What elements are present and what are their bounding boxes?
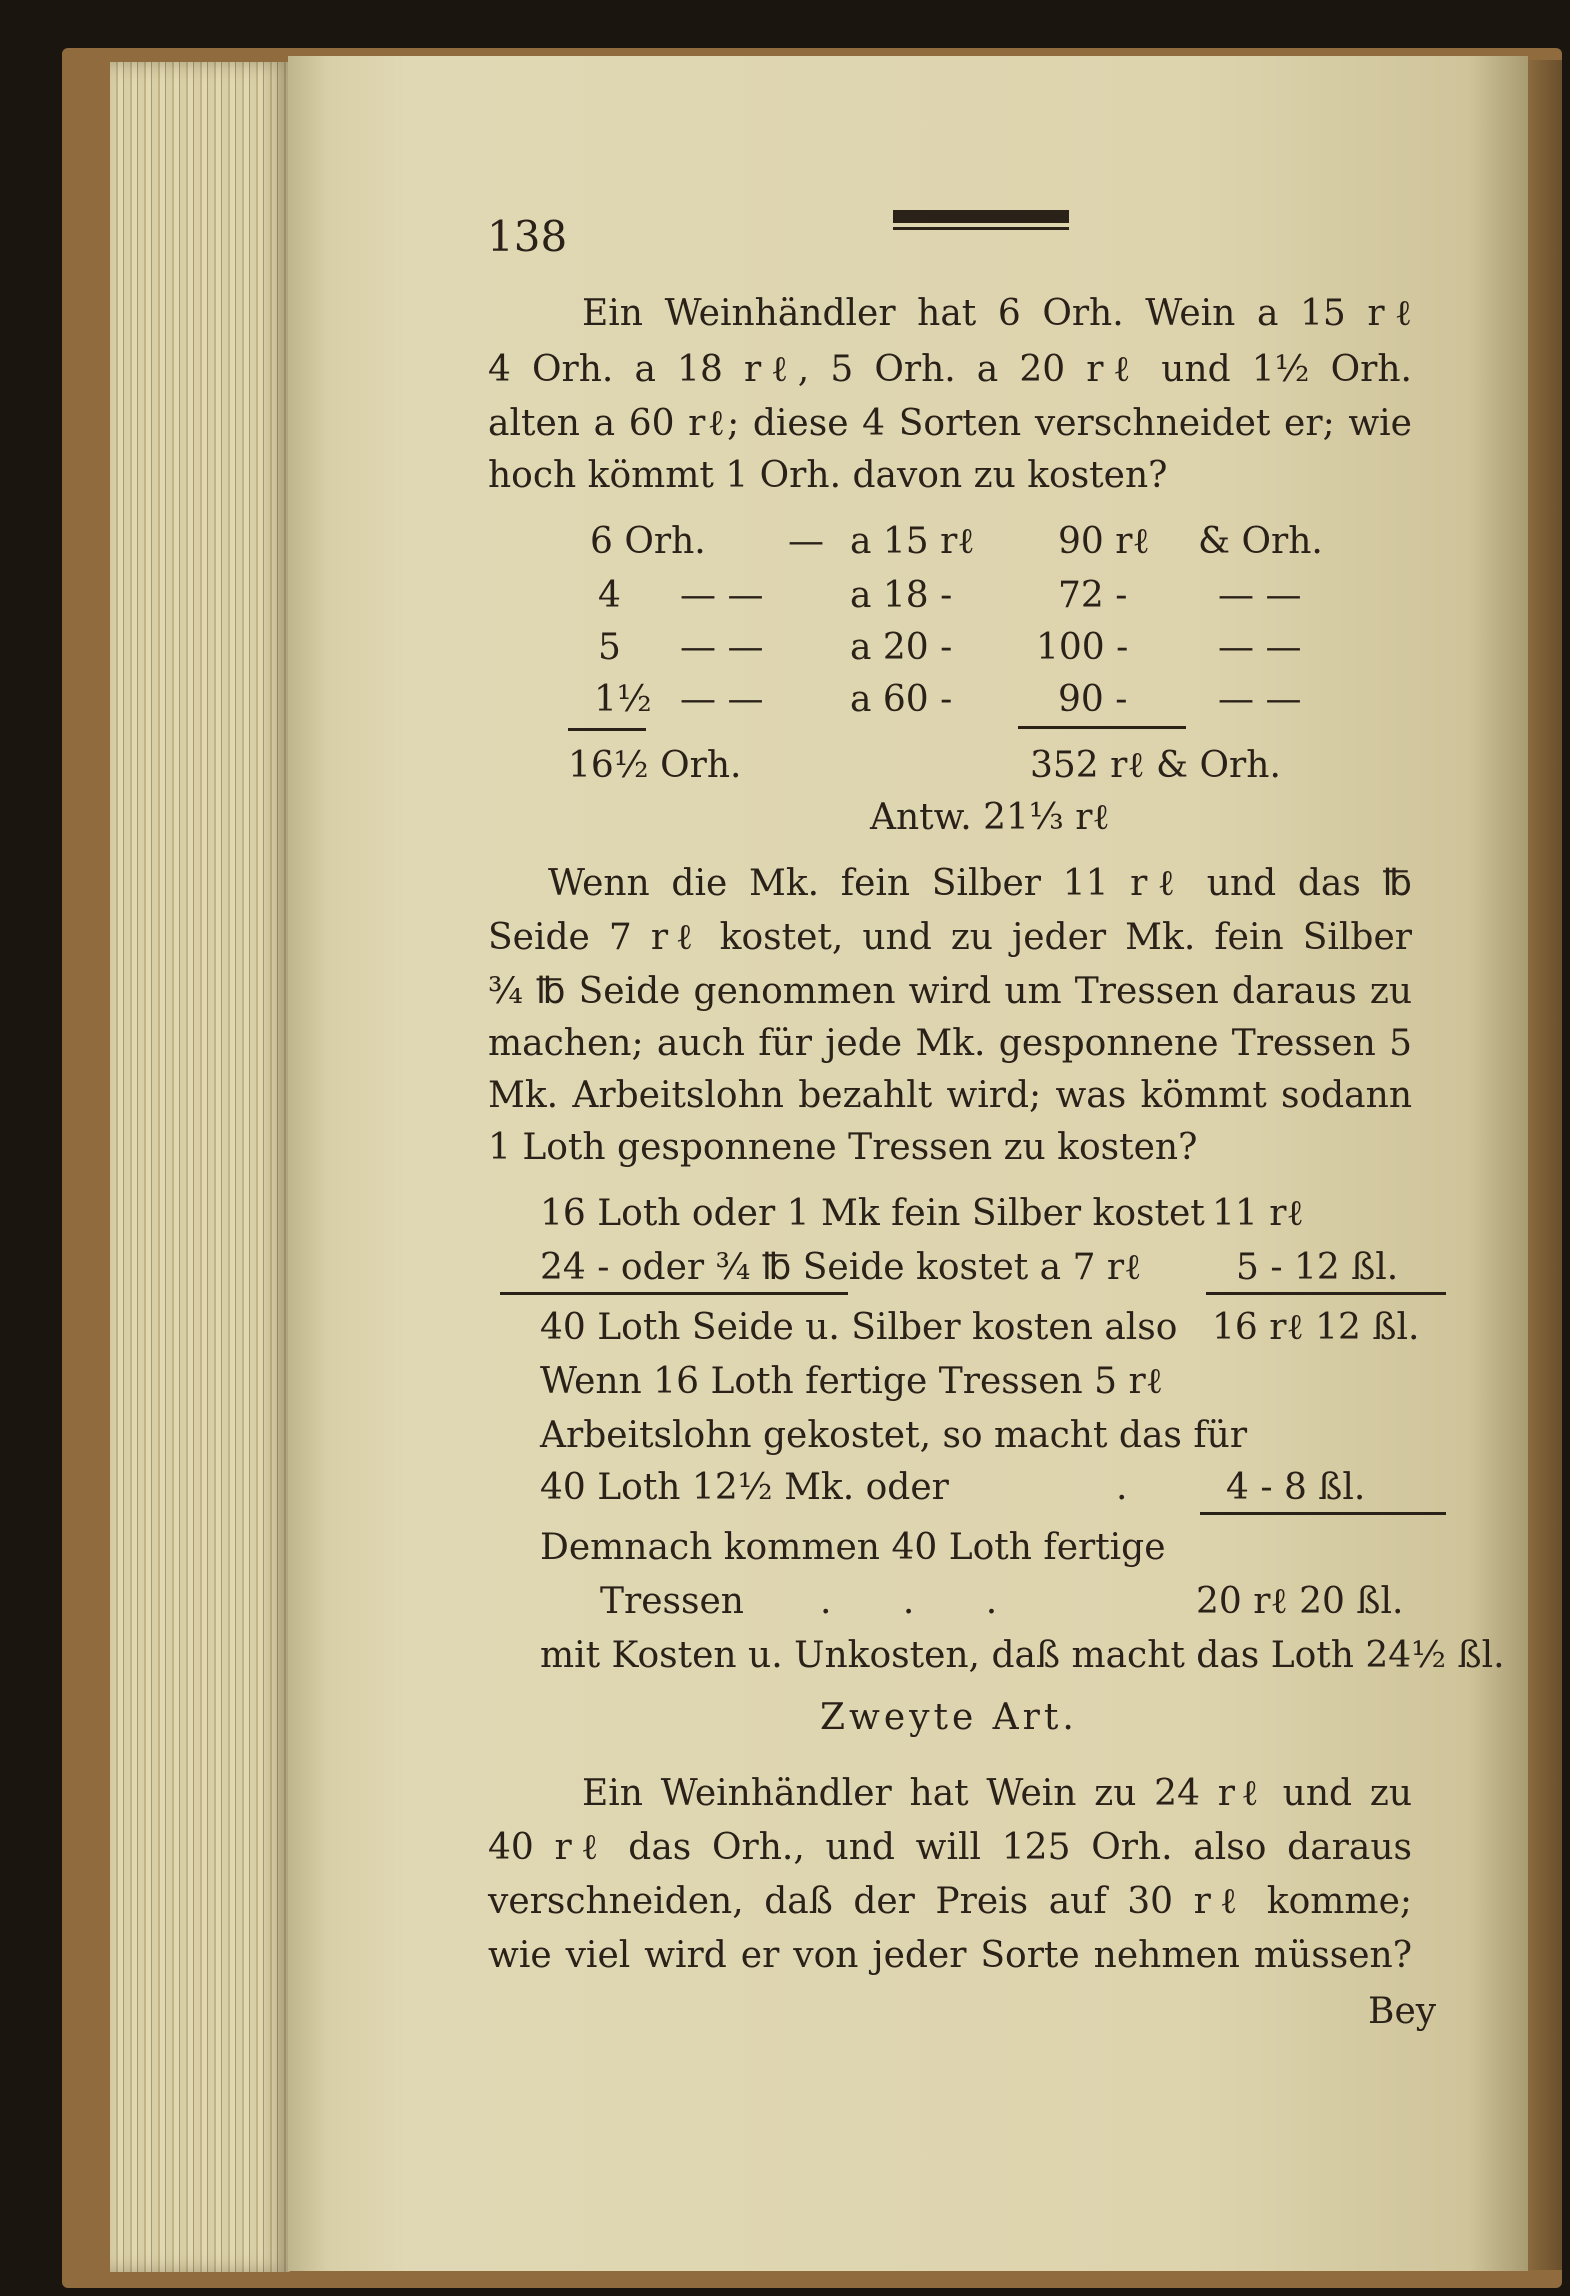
table-row-4-qty: 1½: [594, 679, 652, 720]
table-row-2-qty: 4: [598, 575, 621, 616]
calc-row-9: mit Kosten u. Unkosten, daß macht das Loth 24½ ßl.: [540, 1635, 1505, 1676]
calc-row-8-dots: . . .: [820, 1581, 998, 1622]
table-row-2-total: 72 -: [1058, 575, 1128, 616]
table-row-1-total: 90 rℓ: [1058, 521, 1150, 562]
table-row-1-unit: & Orh.: [1198, 521, 1323, 562]
header-rule: [893, 210, 1069, 223]
table-row-4-total: 90 -: [1058, 679, 1128, 720]
table-row-4-rate: a 60 -: [850, 679, 953, 720]
calc-rule-1b: [1206, 1292, 1446, 1295]
calc-row-1-value: 11 rℓ: [1212, 1193, 1304, 1234]
catchword: Bey: [1368, 1991, 1437, 2032]
problem1-line-4: hoch kömmt 1 Orh. davon zu kosten?: [488, 455, 1168, 496]
table-row-3-dash: — —: [680, 627, 764, 668]
table-row-3-unit: — —: [1218, 627, 1302, 668]
table-row-3-total: 100 -: [1036, 627, 1129, 668]
calc-row-6-value: 4 - 8 ßl.: [1226, 1467, 1366, 1508]
table-row-4-dash: — —: [680, 679, 764, 720]
table-row-2-rate: a 18 -: [850, 575, 953, 616]
calc-row-1-text: 16 Loth oder 1 Mk fein Silber kostet: [540, 1193, 1205, 1234]
table-row-2-dash: — —: [680, 575, 764, 616]
problem2-line-5: Mk. Arbeitslohn bezahlt wird; was kömmt sodann: [488, 1075, 1412, 1116]
page-edges: [110, 62, 290, 2272]
section-heading: Zweyte Art.: [820, 1697, 1078, 1738]
calc-rule-2: [1200, 1512, 1446, 1515]
problem1-line-3: alten a 60 rℓ; diese 4 Sorten verschneidet er; wie: [488, 403, 1412, 444]
problem1-line-2: 4 Orh. a 18 rℓ, 5 Orh. a 20 rℓ und 1½ Orh.: [488, 349, 1412, 390]
right-cover-edge: [1528, 60, 1562, 2270]
header-rule-thin: [893, 227, 1069, 230]
calc-row-3-value: 16 rℓ 12 ßl.: [1212, 1307, 1420, 1348]
sum-rule-left: [568, 728, 646, 731]
calc-row-6-dot: .: [1116, 1467, 1128, 1508]
problem1-line-1: Ein Weinhändler hat 6 Orh. Wein a 15 rℓ: [582, 293, 1412, 334]
table-row-3-qty: 5: [598, 627, 621, 668]
calc-row-5: Arbeitslohn gekostet, so macht das für: [540, 1415, 1248, 1456]
calc-row-4: Wenn 16 Loth fertige Tressen 5 rℓ: [540, 1361, 1163, 1402]
table-row-1-qty: 6 Orh.: [590, 521, 706, 562]
problem2-line-6: 1 Loth gesponnene Tressen zu kosten?: [488, 1127, 1198, 1168]
problem3-line-2: 40 rℓ das Orh., und will 125 Orh. also daraus: [488, 1827, 1412, 1868]
table-row-4-unit: — —: [1218, 679, 1302, 720]
problem3-line-3: verschneiden, daß der Preis auf 30 rℓ komme;: [488, 1881, 1412, 1922]
problem1-answer: Antw. 21⅓ rℓ: [870, 797, 1110, 838]
problem2-line-3: ¾ ℔ Seide genommen wird um Tressen daraus zu: [488, 971, 1412, 1012]
page-number: 138: [487, 212, 568, 261]
calc-row-3-text: 40 Loth Seide u. Silber kosten also: [540, 1307, 1178, 1348]
calc-rule-1a: [500, 1292, 848, 1295]
problem3-line-1: Ein Weinhändler hat Wein zu 24 rℓ und zu: [582, 1773, 1412, 1814]
sum-total: 352 rℓ & Orh.: [1030, 745, 1281, 786]
table-row-1-rate: a 15 rℓ: [850, 521, 975, 562]
sum-quantity: 16½ Orh.: [568, 745, 742, 786]
calc-row-8-value: 20 rℓ 20 ßl.: [1196, 1581, 1404, 1622]
sum-rule-right: [1018, 726, 1186, 729]
calc-row-6-text: 40 Loth 12½ Mk. oder: [540, 1467, 949, 1508]
problem2-line-4: machen; auch für jede Mk. gesponnene Tressen 5: [488, 1023, 1412, 1064]
table-row-1-dash: —: [788, 521, 824, 562]
calc-row-2-text: 24 - oder ¾ ℔ Seide kostet a 7 rℓ: [540, 1247, 1142, 1288]
problem3-line-4: wie viel wird er von jeder Sorte nehmen müssen?: [488, 1935, 1412, 1976]
table-row-2-unit: — —: [1218, 575, 1302, 616]
problem2-line-1: Wenn die Mk. fein Silber 11 rℓ und das ℔: [548, 863, 1412, 904]
calc-row-2-value: 5 - 12 ßl.: [1236, 1247, 1399, 1288]
problem2-line-2: Seide 7 rℓ kostet, und zu jeder Mk. fein Silber: [488, 917, 1412, 958]
calc-row-8-text: Tressen: [600, 1581, 744, 1622]
calc-row-7: Demnach kommen 40 Loth fertige: [540, 1527, 1166, 1568]
table-row-3-rate: a 20 -: [850, 627, 953, 668]
